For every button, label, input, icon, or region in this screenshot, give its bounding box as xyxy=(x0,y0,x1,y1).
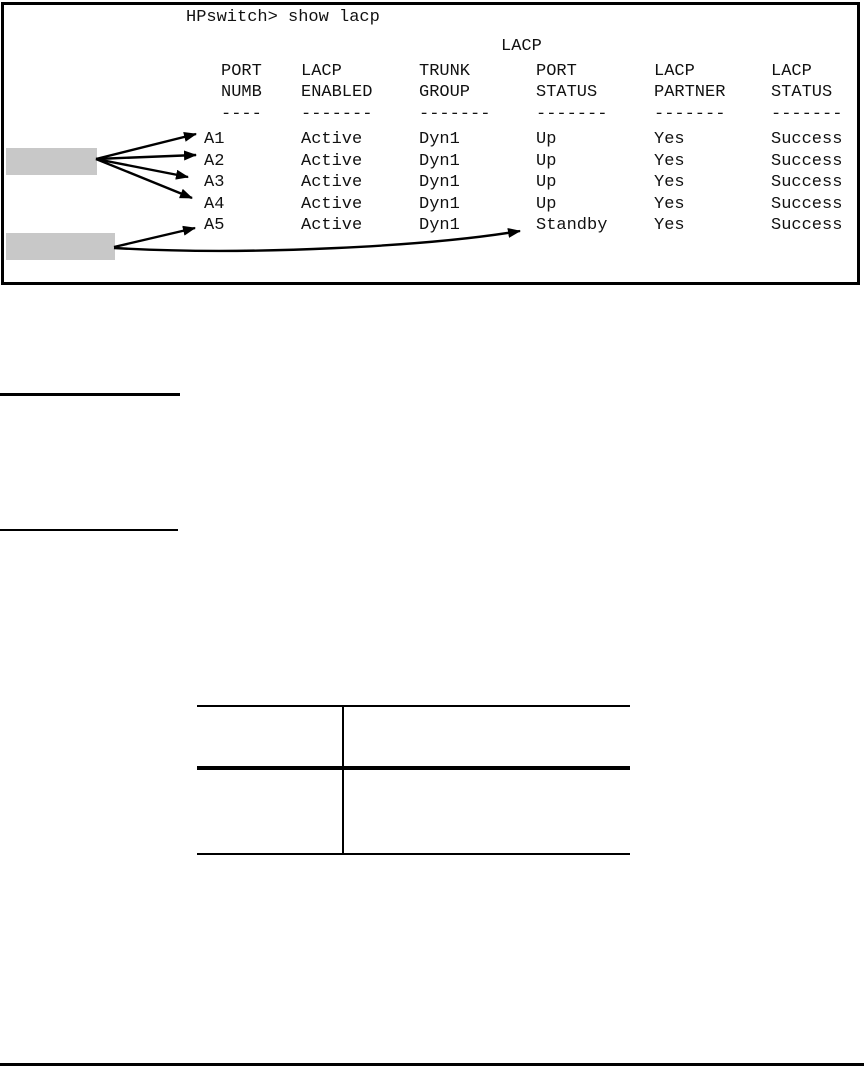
lacp-cell-partner: Yes xyxy=(654,152,685,171)
lacp-cell-lacp-status: Success xyxy=(771,130,843,149)
lacp-cell-enabled: Active xyxy=(301,152,363,171)
lacp-cell-lacp-status: Success xyxy=(771,173,843,192)
column-underline: ---- xyxy=(221,105,262,124)
cli-table-title: LACP xyxy=(501,37,542,56)
lacp-cell-group: Dyn1 xyxy=(419,195,460,214)
cli-command: HPswitch> show lacp xyxy=(186,8,380,27)
column-underline: ------- xyxy=(419,105,491,124)
column-header: PARTNER xyxy=(654,83,726,102)
lacp-cell-lacp-status: Success xyxy=(771,152,843,171)
column-header: LACP xyxy=(301,62,342,81)
column-header: TRUNK xyxy=(419,62,471,81)
lacp-cell-group: Dyn1 xyxy=(419,216,460,235)
lacp-cell-group: Dyn1 xyxy=(419,173,460,192)
column-underline: ------- xyxy=(301,105,373,124)
page-footer-rule xyxy=(0,1063,864,1066)
column-header: STATUS xyxy=(771,83,833,102)
column-header: LACP xyxy=(771,62,812,81)
column-underline: ------- xyxy=(771,105,843,124)
lacp-cell-group: Dyn1 xyxy=(419,152,460,171)
lacp-cell-port: A4 xyxy=(204,195,225,214)
empty-table-column-divider xyxy=(342,707,344,853)
lacp-cell-port: A5 xyxy=(204,216,225,235)
lacp-cell-port: A3 xyxy=(204,173,225,192)
lacp-cell-status: Up xyxy=(536,173,557,192)
empty-table-header-rule xyxy=(197,766,630,770)
column-underline: ------- xyxy=(536,105,608,124)
lacp-cell-partner: Yes xyxy=(654,130,685,149)
lacp-cell-partner: Yes xyxy=(654,195,685,214)
column-header: GROUP xyxy=(419,83,471,102)
lacp-cell-enabled: Active xyxy=(301,216,363,235)
column-underline: ------- xyxy=(654,105,726,124)
lacp-cell-enabled: Active xyxy=(301,173,363,192)
section-rule-2 xyxy=(0,529,178,531)
lacp-cell-port: A1 xyxy=(204,130,225,149)
lacp-cell-enabled: Active xyxy=(301,195,363,214)
lacp-cell-status: Standby xyxy=(536,216,608,235)
callout-box-ports-a1-a4 xyxy=(6,148,97,175)
lacp-cell-status: Up xyxy=(536,130,557,149)
lacp-cell-partner: Yes xyxy=(654,216,685,235)
column-header: LACP xyxy=(654,62,695,81)
column-header: STATUS xyxy=(536,83,598,102)
column-header: NUMB xyxy=(221,83,262,102)
lacp-cell-lacp-status: Success xyxy=(771,195,843,214)
lacp-cell-status: Up xyxy=(536,195,557,214)
column-header: ENABLED xyxy=(301,83,373,102)
empty-table xyxy=(197,705,630,855)
lacp-cell-lacp-status: Success xyxy=(771,216,843,235)
column-header: PORT xyxy=(536,62,577,81)
cli-output-figure xyxy=(1,2,860,285)
lacp-cell-port: A2 xyxy=(204,152,225,171)
lacp-cell-partner: Yes xyxy=(654,173,685,192)
lacp-cell-group: Dyn1 xyxy=(419,130,460,149)
column-header: PORT xyxy=(221,62,262,81)
section-rule-1 xyxy=(0,393,180,396)
callout-box-port-a5 xyxy=(6,233,115,260)
lacp-cell-status: Up xyxy=(536,152,557,171)
lacp-cell-enabled: Active xyxy=(301,130,363,149)
